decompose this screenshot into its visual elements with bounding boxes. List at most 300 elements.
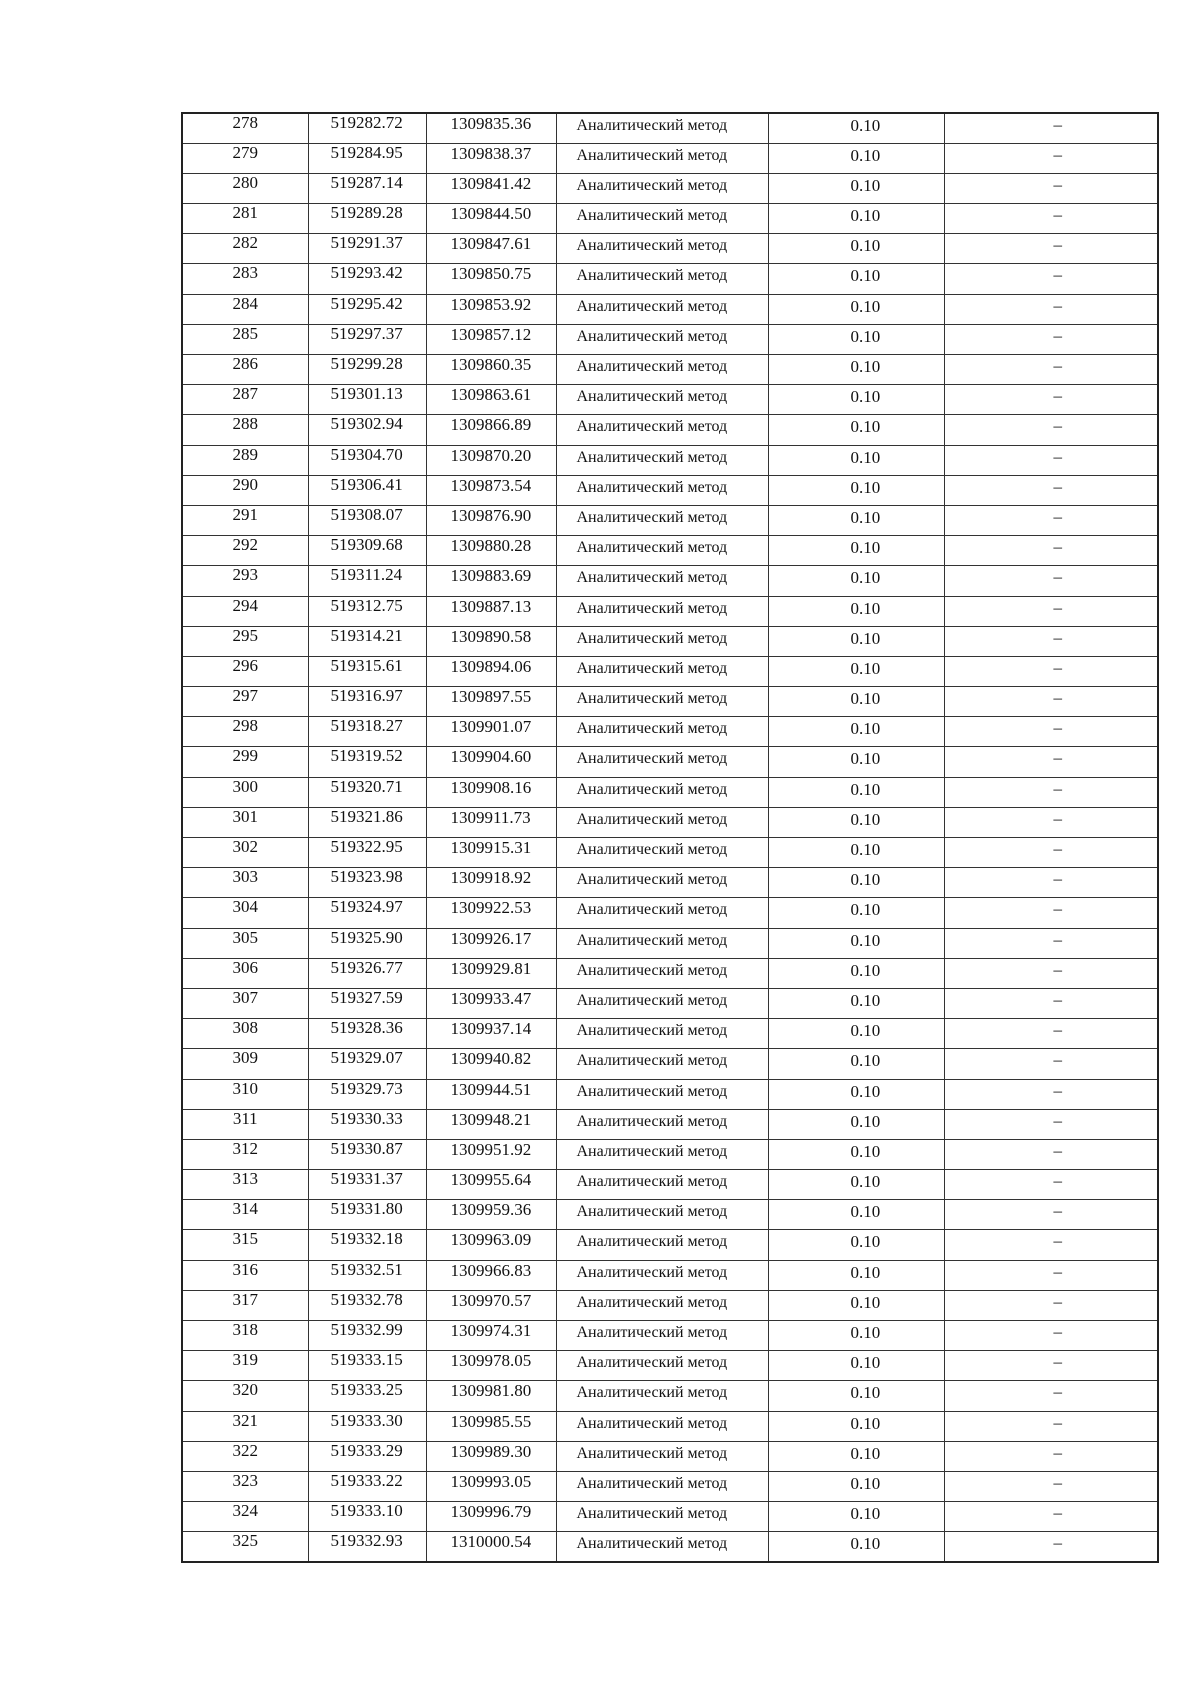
y-coordinate-cell: 1309887.13 bbox=[426, 596, 556, 626]
accuracy-cell: 0.10 bbox=[768, 1230, 944, 1260]
table-row bbox=[182, 505, 1158, 535]
point-number-cell: 314 bbox=[182, 1200, 308, 1230]
y-coordinate-cell: 1309915.31 bbox=[426, 838, 556, 868]
accuracy-cell: 0.10 bbox=[768, 1321, 944, 1351]
x-coordinate-cell: 519322.95 bbox=[308, 838, 426, 868]
table-row bbox=[182, 838, 1158, 868]
table-row bbox=[182, 626, 1158, 656]
y-coordinate-cell: 1309853.92 bbox=[426, 294, 556, 324]
y-coordinate-cell: 1309944.51 bbox=[426, 1079, 556, 1109]
point-number-cell: 317 bbox=[182, 1290, 308, 1320]
x-coordinate-cell: 519311.24 bbox=[308, 566, 426, 596]
x-coordinate-cell: 519328.36 bbox=[308, 1019, 426, 1049]
point-number-cell: 296 bbox=[182, 656, 308, 686]
accuracy-cell: 0.10 bbox=[768, 898, 944, 928]
coordinates-table-body bbox=[182, 113, 1158, 1562]
y-coordinate-cell: 1309841.42 bbox=[426, 173, 556, 203]
method-cell: Аналитический метод bbox=[556, 264, 768, 294]
note-cell: – bbox=[944, 958, 1158, 988]
method-cell: Аналитический метод bbox=[556, 143, 768, 173]
accuracy-cell: 0.10 bbox=[768, 958, 944, 988]
method-cell: Аналитический метод bbox=[556, 1109, 768, 1139]
point-number-cell: 281 bbox=[182, 204, 308, 234]
y-coordinate-cell: 1309850.75 bbox=[426, 264, 556, 294]
x-coordinate-cell: 519320.71 bbox=[308, 777, 426, 807]
x-coordinate-cell: 519301.13 bbox=[308, 385, 426, 415]
accuracy-cell: 0.10 bbox=[768, 1290, 944, 1320]
table-row bbox=[182, 1139, 1158, 1169]
table-row bbox=[182, 264, 1158, 294]
x-coordinate-cell: 519297.37 bbox=[308, 324, 426, 354]
table-row bbox=[182, 475, 1158, 505]
accuracy-cell: 0.10 bbox=[768, 1019, 944, 1049]
method-cell: Аналитический метод bbox=[556, 536, 768, 566]
table-row bbox=[182, 173, 1158, 203]
y-coordinate-cell: 1309911.73 bbox=[426, 807, 556, 837]
x-coordinate-cell: 519289.28 bbox=[308, 204, 426, 234]
method-cell: Аналитический метод bbox=[556, 234, 768, 264]
point-number-cell: 287 bbox=[182, 385, 308, 415]
point-number-cell: 306 bbox=[182, 958, 308, 988]
table-row bbox=[182, 415, 1158, 445]
accuracy-cell: 0.10 bbox=[768, 928, 944, 958]
method-cell: Аналитический метод bbox=[556, 505, 768, 535]
accuracy-cell: 0.10 bbox=[768, 1170, 944, 1200]
table-row bbox=[182, 294, 1158, 324]
method-cell: Аналитический метод bbox=[556, 656, 768, 686]
method-cell: Аналитический метод bbox=[556, 838, 768, 868]
accuracy-cell: 0.10 bbox=[768, 1532, 944, 1562]
method-cell: Аналитический метод bbox=[556, 898, 768, 928]
x-coordinate-cell: 519306.41 bbox=[308, 475, 426, 505]
note-cell: – bbox=[944, 1109, 1158, 1139]
table-row bbox=[182, 807, 1158, 837]
table-row bbox=[182, 1502, 1158, 1532]
table-row bbox=[182, 928, 1158, 958]
accuracy-cell: 0.10 bbox=[768, 234, 944, 264]
point-number-cell: 298 bbox=[182, 717, 308, 747]
note-cell: – bbox=[944, 415, 1158, 445]
x-coordinate-cell: 519312.75 bbox=[308, 596, 426, 626]
point-number-cell: 319 bbox=[182, 1351, 308, 1381]
method-cell: Аналитический метод bbox=[556, 294, 768, 324]
note-cell: – bbox=[944, 838, 1158, 868]
x-coordinate-cell: 519315.61 bbox=[308, 656, 426, 686]
accuracy-cell: 0.10 bbox=[768, 536, 944, 566]
table-row bbox=[182, 1260, 1158, 1290]
y-coordinate-cell: 1309880.28 bbox=[426, 536, 556, 566]
x-coordinate-cell: 519316.97 bbox=[308, 687, 426, 717]
accuracy-cell: 0.10 bbox=[768, 566, 944, 596]
y-coordinate-cell: 1309901.07 bbox=[426, 717, 556, 747]
table-row bbox=[182, 1381, 1158, 1411]
table-row bbox=[182, 324, 1158, 354]
table-row bbox=[182, 777, 1158, 807]
x-coordinate-cell: 519331.37 bbox=[308, 1170, 426, 1200]
table-row bbox=[182, 1471, 1158, 1501]
accuracy-cell: 0.10 bbox=[768, 475, 944, 505]
x-coordinate-cell: 519333.29 bbox=[308, 1441, 426, 1471]
method-cell: Аналитический метод bbox=[556, 415, 768, 445]
y-coordinate-cell: 1309966.83 bbox=[426, 1260, 556, 1290]
method-cell: Аналитический метод bbox=[556, 324, 768, 354]
x-coordinate-cell: 519319.52 bbox=[308, 747, 426, 777]
accuracy-cell: 0.10 bbox=[768, 1471, 944, 1501]
method-cell: Аналитический метод bbox=[556, 717, 768, 747]
point-number-cell: 288 bbox=[182, 415, 308, 445]
method-cell: Аналитический метод bbox=[556, 385, 768, 415]
y-coordinate-cell: 1309948.21 bbox=[426, 1109, 556, 1139]
accuracy-cell: 0.10 bbox=[768, 626, 944, 656]
note-cell: – bbox=[944, 988, 1158, 1018]
note-cell: – bbox=[944, 1049, 1158, 1079]
point-number-cell: 295 bbox=[182, 626, 308, 656]
y-coordinate-cell: 1309993.05 bbox=[426, 1471, 556, 1501]
accuracy-cell: 0.10 bbox=[768, 1109, 944, 1139]
x-coordinate-cell: 519332.99 bbox=[308, 1321, 426, 1351]
point-number-cell: 299 bbox=[182, 747, 308, 777]
y-coordinate-cell: 1309974.31 bbox=[426, 1321, 556, 1351]
accuracy-cell: 0.10 bbox=[768, 1441, 944, 1471]
method-cell: Аналитический метод bbox=[556, 868, 768, 898]
note-cell: – bbox=[944, 264, 1158, 294]
table-row bbox=[182, 747, 1158, 777]
point-number-cell: 312 bbox=[182, 1139, 308, 1169]
method-cell: Аналитический метод bbox=[556, 1079, 768, 1109]
point-number-cell: 278 bbox=[182, 113, 308, 143]
accuracy-cell: 0.10 bbox=[768, 1139, 944, 1169]
y-coordinate-cell: 1309894.06 bbox=[426, 656, 556, 686]
note-cell: – bbox=[944, 1230, 1158, 1260]
point-number-cell: 280 bbox=[182, 173, 308, 203]
x-coordinate-cell: 519295.42 bbox=[308, 294, 426, 324]
method-cell: Аналитический метод bbox=[556, 1471, 768, 1501]
y-coordinate-cell: 1309835.36 bbox=[426, 113, 556, 143]
accuracy-cell: 0.10 bbox=[768, 445, 944, 475]
note-cell: – bbox=[944, 566, 1158, 596]
accuracy-cell: 0.10 bbox=[768, 807, 944, 837]
y-coordinate-cell: 1309857.12 bbox=[426, 324, 556, 354]
point-number-cell: 282 bbox=[182, 234, 308, 264]
point-number-cell: 294 bbox=[182, 596, 308, 626]
table-row bbox=[182, 143, 1158, 173]
y-coordinate-cell: 1309844.50 bbox=[426, 204, 556, 234]
y-coordinate-cell: 1309996.79 bbox=[426, 1502, 556, 1532]
accuracy-cell: 0.10 bbox=[768, 385, 944, 415]
note-cell: – bbox=[944, 113, 1158, 143]
accuracy-cell: 0.10 bbox=[768, 1200, 944, 1230]
method-cell: Аналитический метод bbox=[556, 958, 768, 988]
note-cell: – bbox=[944, 355, 1158, 385]
y-coordinate-cell: 1309929.81 bbox=[426, 958, 556, 988]
accuracy-cell: 0.10 bbox=[768, 294, 944, 324]
method-cell: Аналитический метод bbox=[556, 626, 768, 656]
point-number-cell: 321 bbox=[182, 1411, 308, 1441]
method-cell: Аналитический метод bbox=[556, 988, 768, 1018]
y-coordinate-cell: 1310000.54 bbox=[426, 1532, 556, 1562]
method-cell: Аналитический метод bbox=[556, 475, 768, 505]
point-number-cell: 291 bbox=[182, 505, 308, 535]
method-cell: Аналитический метод bbox=[556, 1351, 768, 1381]
note-cell: – bbox=[944, 1170, 1158, 1200]
table-row bbox=[182, 656, 1158, 686]
x-coordinate-cell: 519333.22 bbox=[308, 1471, 426, 1501]
accuracy-cell: 0.10 bbox=[768, 717, 944, 747]
note-cell: – bbox=[944, 1532, 1158, 1562]
method-cell: Аналитический метод bbox=[556, 1230, 768, 1260]
y-coordinate-cell: 1309876.90 bbox=[426, 505, 556, 535]
x-coordinate-cell: 519323.98 bbox=[308, 868, 426, 898]
y-coordinate-cell: 1309863.61 bbox=[426, 385, 556, 415]
note-cell: – bbox=[944, 1351, 1158, 1381]
x-coordinate-cell: 519330.87 bbox=[308, 1139, 426, 1169]
note-cell: – bbox=[944, 1079, 1158, 1109]
method-cell: Аналитический метод bbox=[556, 1139, 768, 1169]
table-row bbox=[182, 1079, 1158, 1109]
point-number-cell: 292 bbox=[182, 536, 308, 566]
note-cell: – bbox=[944, 445, 1158, 475]
y-coordinate-cell: 1309847.61 bbox=[426, 234, 556, 264]
method-cell: Аналитический метод bbox=[556, 204, 768, 234]
table-row bbox=[182, 355, 1158, 385]
accuracy-cell: 0.10 bbox=[768, 113, 944, 143]
table-row bbox=[182, 1441, 1158, 1471]
note-cell: – bbox=[944, 385, 1158, 415]
method-cell: Аналитический метод bbox=[556, 747, 768, 777]
x-coordinate-cell: 519324.97 bbox=[308, 898, 426, 928]
x-coordinate-cell: 519304.70 bbox=[308, 445, 426, 475]
x-coordinate-cell: 519329.73 bbox=[308, 1079, 426, 1109]
method-cell: Аналитический метод bbox=[556, 928, 768, 958]
table-row bbox=[182, 1049, 1158, 1079]
table-row bbox=[182, 988, 1158, 1018]
method-cell: Аналитический метод bbox=[556, 807, 768, 837]
point-number-cell: 305 bbox=[182, 928, 308, 958]
y-coordinate-cell: 1309955.64 bbox=[426, 1170, 556, 1200]
method-cell: Аналитический метод bbox=[556, 566, 768, 596]
y-coordinate-cell: 1309963.09 bbox=[426, 1230, 556, 1260]
note-cell: – bbox=[944, 143, 1158, 173]
note-cell: – bbox=[944, 294, 1158, 324]
note-cell: – bbox=[944, 1200, 1158, 1230]
accuracy-cell: 0.10 bbox=[768, 868, 944, 898]
point-number-cell: 311 bbox=[182, 1109, 308, 1139]
method-cell: Аналитический метод bbox=[556, 113, 768, 143]
y-coordinate-cell: 1309937.14 bbox=[426, 1019, 556, 1049]
point-number-cell: 297 bbox=[182, 687, 308, 717]
table-row bbox=[182, 385, 1158, 415]
note-cell: – bbox=[944, 687, 1158, 717]
note-cell: – bbox=[944, 656, 1158, 686]
note-cell: – bbox=[944, 1290, 1158, 1320]
y-coordinate-cell: 1309904.60 bbox=[426, 747, 556, 777]
method-cell: Аналитический метод bbox=[556, 355, 768, 385]
method-cell: Аналитический метод bbox=[556, 173, 768, 203]
table-row bbox=[182, 1170, 1158, 1200]
table-row bbox=[182, 1109, 1158, 1139]
y-coordinate-cell: 1309838.37 bbox=[426, 143, 556, 173]
method-cell: Аналитический метод bbox=[556, 1532, 768, 1562]
method-cell: Аналитический метод bbox=[556, 1049, 768, 1079]
x-coordinate-cell: 519291.37 bbox=[308, 234, 426, 264]
y-coordinate-cell: 1309922.53 bbox=[426, 898, 556, 928]
coordinates-table bbox=[181, 112, 1159, 1563]
method-cell: Аналитический метод bbox=[556, 1260, 768, 1290]
y-coordinate-cell: 1309860.35 bbox=[426, 355, 556, 385]
y-coordinate-cell: 1309970.57 bbox=[426, 1290, 556, 1320]
method-cell: Аналитический метод bbox=[556, 1200, 768, 1230]
y-coordinate-cell: 1309870.20 bbox=[426, 445, 556, 475]
x-coordinate-cell: 519330.33 bbox=[308, 1109, 426, 1139]
point-number-cell: 313 bbox=[182, 1170, 308, 1200]
table-row bbox=[182, 1321, 1158, 1351]
point-number-cell: 308 bbox=[182, 1019, 308, 1049]
table-row bbox=[182, 868, 1158, 898]
method-cell: Аналитический метод bbox=[556, 1170, 768, 1200]
point-number-cell: 325 bbox=[182, 1532, 308, 1562]
note-cell: – bbox=[944, 868, 1158, 898]
table-row bbox=[182, 536, 1158, 566]
accuracy-cell: 0.10 bbox=[768, 596, 944, 626]
note-cell: – bbox=[944, 1441, 1158, 1471]
note-cell: – bbox=[944, 1019, 1158, 1049]
method-cell: Аналитический метод bbox=[556, 1321, 768, 1351]
y-coordinate-cell: 1309890.58 bbox=[426, 626, 556, 656]
method-cell: Аналитический метод bbox=[556, 1290, 768, 1320]
table-row bbox=[182, 566, 1158, 596]
x-coordinate-cell: 519299.28 bbox=[308, 355, 426, 385]
note-cell: – bbox=[944, 747, 1158, 777]
point-number-cell: 303 bbox=[182, 868, 308, 898]
y-coordinate-cell: 1309985.55 bbox=[426, 1411, 556, 1441]
note-cell: – bbox=[944, 1411, 1158, 1441]
accuracy-cell: 0.10 bbox=[768, 143, 944, 173]
table-row bbox=[182, 1290, 1158, 1320]
note-cell: – bbox=[944, 234, 1158, 264]
accuracy-cell: 0.10 bbox=[768, 988, 944, 1018]
note-cell: – bbox=[944, 173, 1158, 203]
y-coordinate-cell: 1309873.54 bbox=[426, 475, 556, 505]
accuracy-cell: 0.10 bbox=[768, 204, 944, 234]
x-coordinate-cell: 519332.51 bbox=[308, 1260, 426, 1290]
y-coordinate-cell: 1309978.05 bbox=[426, 1351, 556, 1381]
point-number-cell: 315 bbox=[182, 1230, 308, 1260]
note-cell: – bbox=[944, 324, 1158, 354]
table-row bbox=[182, 1411, 1158, 1441]
point-number-cell: 286 bbox=[182, 355, 308, 385]
table-row bbox=[182, 234, 1158, 264]
method-cell: Аналитический метод bbox=[556, 777, 768, 807]
note-cell: – bbox=[944, 898, 1158, 928]
point-number-cell: 304 bbox=[182, 898, 308, 928]
note-cell: – bbox=[944, 204, 1158, 234]
x-coordinate-cell: 519287.14 bbox=[308, 173, 426, 203]
accuracy-cell: 0.10 bbox=[768, 1351, 944, 1381]
point-number-cell: 310 bbox=[182, 1079, 308, 1109]
x-coordinate-cell: 519284.95 bbox=[308, 143, 426, 173]
method-cell: Аналитический метод bbox=[556, 445, 768, 475]
y-coordinate-cell: 1309883.69 bbox=[426, 566, 556, 596]
point-number-cell: 309 bbox=[182, 1049, 308, 1079]
method-cell: Аналитический метод bbox=[556, 1411, 768, 1441]
accuracy-cell: 0.10 bbox=[768, 838, 944, 868]
accuracy-cell: 0.10 bbox=[768, 505, 944, 535]
note-cell: – bbox=[944, 1471, 1158, 1501]
point-number-cell: 283 bbox=[182, 264, 308, 294]
table-row bbox=[182, 204, 1158, 234]
accuracy-cell: 0.10 bbox=[768, 1049, 944, 1079]
point-number-cell: 318 bbox=[182, 1321, 308, 1351]
method-cell: Аналитический метод bbox=[556, 687, 768, 717]
table-row bbox=[182, 1230, 1158, 1260]
note-cell: – bbox=[944, 807, 1158, 837]
note-cell: – bbox=[944, 1502, 1158, 1532]
table-row bbox=[182, 717, 1158, 747]
y-coordinate-cell: 1309959.36 bbox=[426, 1200, 556, 1230]
x-coordinate-cell: 519326.77 bbox=[308, 958, 426, 988]
y-coordinate-cell: 1309908.16 bbox=[426, 777, 556, 807]
table-row bbox=[182, 596, 1158, 626]
x-coordinate-cell: 519309.68 bbox=[308, 536, 426, 566]
point-number-cell: 320 bbox=[182, 1381, 308, 1411]
accuracy-cell: 0.10 bbox=[768, 415, 944, 445]
note-cell: – bbox=[944, 717, 1158, 747]
accuracy-cell: 0.10 bbox=[768, 656, 944, 686]
point-number-cell: 289 bbox=[182, 445, 308, 475]
accuracy-cell: 0.10 bbox=[768, 747, 944, 777]
accuracy-cell: 0.10 bbox=[768, 355, 944, 385]
x-coordinate-cell: 519282.72 bbox=[308, 113, 426, 143]
accuracy-cell: 0.10 bbox=[768, 1381, 944, 1411]
point-number-cell: 323 bbox=[182, 1471, 308, 1501]
note-cell: – bbox=[944, 1139, 1158, 1169]
point-number-cell: 284 bbox=[182, 294, 308, 324]
x-coordinate-cell: 519293.42 bbox=[308, 264, 426, 294]
y-coordinate-cell: 1309897.55 bbox=[426, 687, 556, 717]
x-coordinate-cell: 519321.86 bbox=[308, 807, 426, 837]
x-coordinate-cell: 519325.90 bbox=[308, 928, 426, 958]
method-cell: Аналитический метод bbox=[556, 1019, 768, 1049]
method-cell: Аналитический метод bbox=[556, 1502, 768, 1532]
accuracy-cell: 0.10 bbox=[768, 1260, 944, 1290]
point-number-cell: 290 bbox=[182, 475, 308, 505]
accuracy-cell: 0.10 bbox=[768, 1502, 944, 1532]
note-cell: – bbox=[944, 928, 1158, 958]
note-cell: – bbox=[944, 1260, 1158, 1290]
accuracy-cell: 0.10 bbox=[768, 264, 944, 294]
note-cell: – bbox=[944, 536, 1158, 566]
y-coordinate-cell: 1309926.17 bbox=[426, 928, 556, 958]
table-row bbox=[182, 113, 1158, 143]
y-coordinate-cell: 1309866.89 bbox=[426, 415, 556, 445]
point-number-cell: 300 bbox=[182, 777, 308, 807]
x-coordinate-cell: 519332.93 bbox=[308, 1532, 426, 1562]
y-coordinate-cell: 1309933.47 bbox=[426, 988, 556, 1018]
table-row bbox=[182, 687, 1158, 717]
point-number-cell: 302 bbox=[182, 838, 308, 868]
point-number-cell: 324 bbox=[182, 1502, 308, 1532]
note-cell: – bbox=[944, 626, 1158, 656]
point-number-cell: 307 bbox=[182, 988, 308, 1018]
note-cell: – bbox=[944, 1381, 1158, 1411]
table-row bbox=[182, 898, 1158, 928]
note-cell: – bbox=[944, 777, 1158, 807]
y-coordinate-cell: 1309951.92 bbox=[426, 1139, 556, 1169]
accuracy-cell: 0.10 bbox=[768, 777, 944, 807]
point-number-cell: 285 bbox=[182, 324, 308, 354]
point-number-cell: 322 bbox=[182, 1441, 308, 1471]
table-row bbox=[182, 1351, 1158, 1381]
